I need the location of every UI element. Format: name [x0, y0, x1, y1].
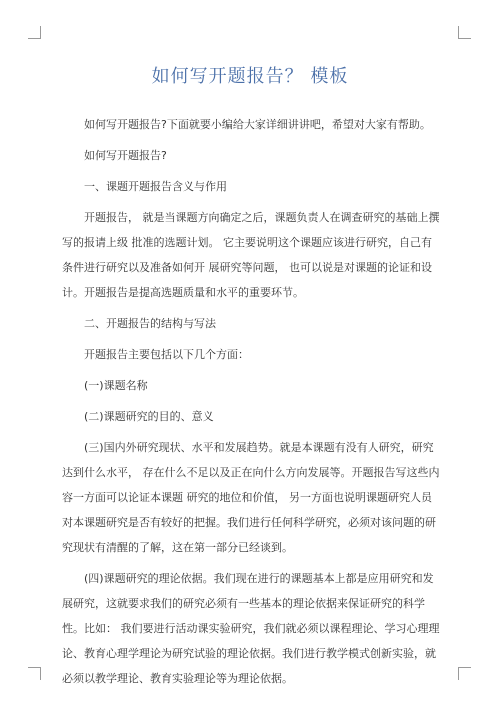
crop-mark-bottom-left [28, 667, 41, 680]
paragraph-intro: 如何写开题报告?下面就要小编给大家详细讲讲吧，希望对大家有帮助。 [84, 118, 431, 131]
list-item-2: (二)课题研究的目的、意义 [84, 410, 214, 423]
document-body [62, 112, 442, 691]
crop-mark-bottom-right [458, 667, 471, 680]
paragraph-question: 如何写开题报告? [84, 149, 167, 162]
crop-mark-top-left [28, 26, 41, 39]
document-title: 如何写开题报告？ 模板 [151, 66, 349, 87]
list-item-3: (三)国内外研究现状、水平和发展趋势。就是本课题有没有人研究，研究达到什么水平， 存在什么不足以及正在向什么方向发展等。开题报告写这些内容一方面可以论证本课题 研究的地位和价值， 另一方面也说明课题研究人员对本课题研究是否有较好的把握。我们进行任何科学研究，必须对该问题的研究现状有清醒的了解，这在第一部分已经谈到。 [62, 441, 440, 554]
list-item-1: (一)课题名称 [84, 379, 148, 392]
list-item-4: (四)课题研究的理论依据。我们现在进行的课题基本上都是应用研究和发展研究，这就要求我们的研究必须有一些基本的理论依据来保证研究的科学性。比如： 我们要进行活动课实验研究，我们就必须以课程理论、学习心理理论、教育心理学理论为研究试验的理论依据。我们进行教学模式创新实验，就必须以教学理论、教育实验理论等为理论依据。 [62, 572, 440, 685]
section-heading-1: 一、课题开题报告含义与作用 [84, 180, 227, 193]
paragraph-definition: 开题报告， 就是当课题方向确定之后，课题负责人在调查研究的基础上撰写的报请上级 批准的选题计划。 它主要说明这个课题应该进行研究，自己有条件进行研究以及准备如何开 展研究等问题， 也可以说是对课题的论证和设计。开题报告是提高选题质量和水平的重要环节。 [62, 211, 440, 299]
crop-mark-top-right [458, 26, 471, 39]
paragraph-aspects: 开题报告主要包括以下几个方面： [84, 348, 249, 361]
section-heading-2: 二、开题报告的结构与写法 [84, 317, 216, 330]
